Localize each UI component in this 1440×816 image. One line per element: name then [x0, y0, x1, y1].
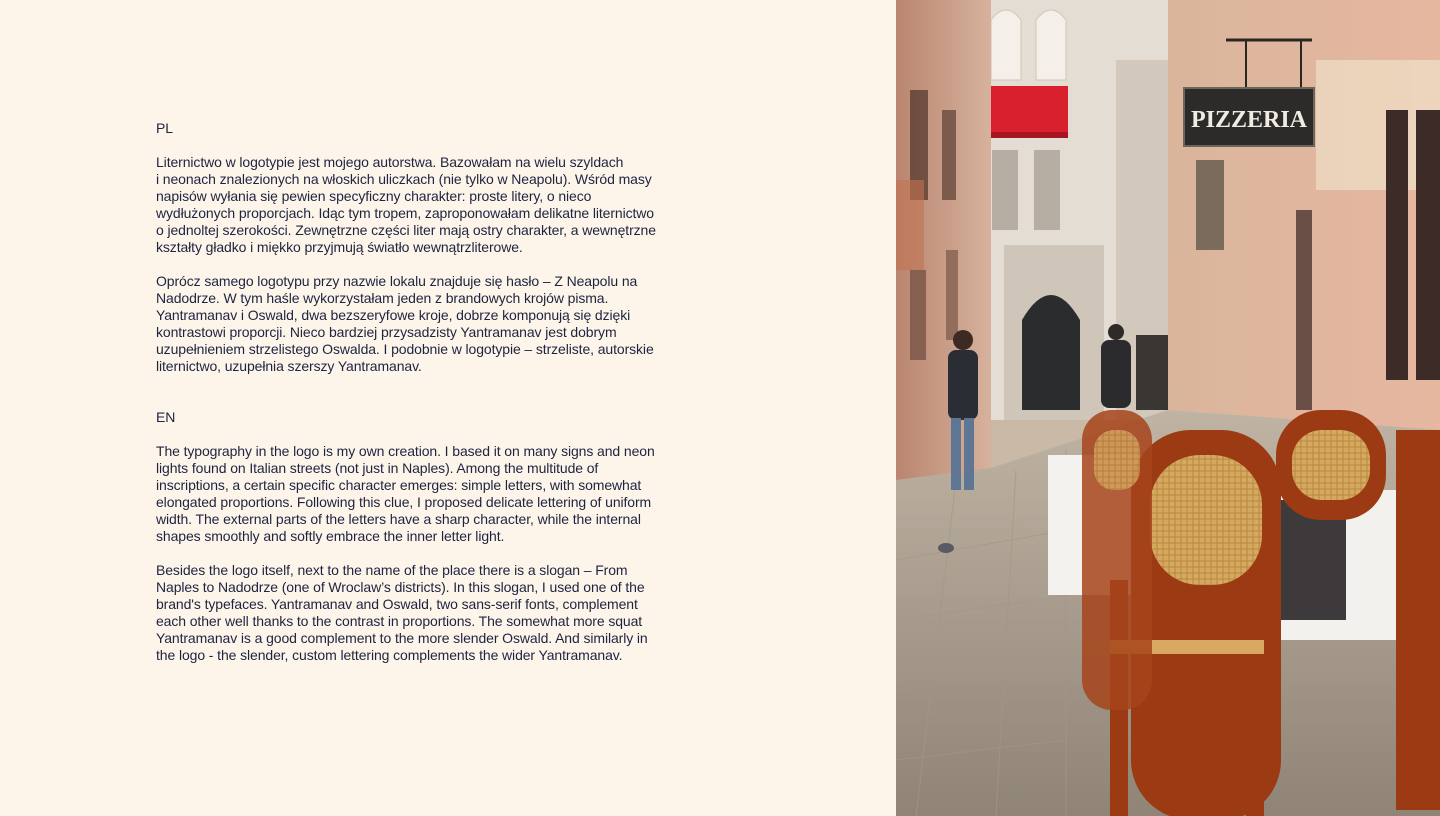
red-awning	[984, 86, 1068, 138]
pl-paragraph-1: Liternictwo w logotypie jest mojego autorstwa. Bazowałam na wielu szyldach i neonach znalezionych na włoskich uliczkach (nie tylko w Neapolu). Wśród masy napisów wyłania się pewien specyficzny charakter: proste litery, o nieco wydłużonych proporcjach. Idąc tym tropem, zaproponowałam delikatne liternictwo o jednoltej szerokości. Zewnętrzne części liter mają ostry charakter, a wewnętrzne kształty gładko i miękko przyjmują światło wewnątrzliterowe.	[156, 154, 656, 255]
pizzeria-sign-text: PIZZERIA	[1190, 107, 1308, 133]
language-label-pl: PL	[156, 120, 173, 136]
street-illustration	[896, 0, 1440, 816]
project-description	[156, 120, 716, 664]
en-paragraph-1: The typography in the logo is my own creation. I based it on many signs and neon lights found on Italian streets (not just in Naples). Among the multitude of inscriptions, a certain specific character emerges: simple letters, with somewhat elongated proportions. Following this clue, I proposed delicate lettering of uniform width. The external parts of the letters have a sharp character, while the internal shapes smoothly and softly embrace the inner letter light.	[156, 443, 655, 544]
en-paragraph-2: Besides the logo itself, next to the name of the place there is a slogan – From Naples to Nadodrze (one of Wroclaw’s districts). In this slogan, I used one of the brand's typefaces. Yantramanav and Oswald, two sans-serif fonts, complement each other well thanks to the contrast in proportions. The somewhat more squat Yantramanav is a good complement to the more slender Oswald. And similarly in the logo - the slender, custom lettering complements the wider Yantramanav.	[156, 562, 648, 663]
language-label-en: EN	[156, 409, 176, 425]
pl-paragraph-2: Oprócz samego logotypu przy nazwie lokalu znajduje się hasło – Z Neapolu na Nadodrze. W tym haśle wykorzystałam jeden z brandowych krojów pisma. Yantramanav i Oswald, dwa bezszeryfowe kroje, dobrze komponują się dzięki kontrastowi proporcji. Nieco bardziej przysadzisty Yantramanav jest dobrym uzupełnieniem strzelistego Oswalda. I podobnie w logotypie – strzeliste, autorskie liternictwo, uzupełnia szerszy Yantramanav.	[156, 273, 654, 374]
pigeon	[938, 543, 954, 553]
pizzeria-street-photo	[896, 0, 1440, 816]
arched-doorway	[1022, 295, 1080, 410]
